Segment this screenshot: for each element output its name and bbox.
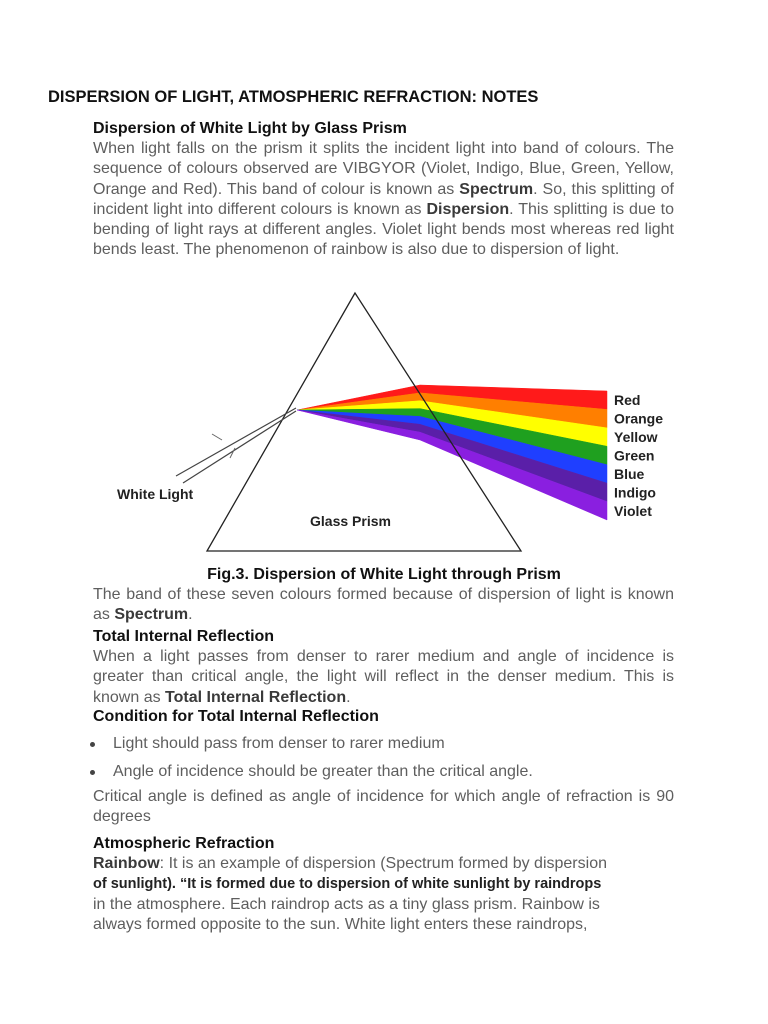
spectrum-label-violet: Violet xyxy=(614,502,652,519)
glass-prism-label: Glass Prism xyxy=(310,513,391,529)
text-run: : It is an example of dispersion (Spectrum formed by dispersion xyxy=(159,855,607,872)
white-light-label: White Light xyxy=(117,486,194,502)
text-run: When light falls on the prism it splits the incident light into band of colours. The sequence of colours observed are VIBGYOR (Violet, Indigo, Blue, Green, Yellow, Orange and Red). This band of colour is known as xyxy=(93,140,674,198)
section-atmospheric xyxy=(93,834,674,935)
list-item-text: Angle of incidence should be greater than the critical angle. xyxy=(113,763,533,780)
text-run: . xyxy=(346,688,351,706)
paragraph-spectrum xyxy=(93,585,674,626)
section-tir-condition xyxy=(93,707,674,727)
heading-tir: Total Internal Reflection xyxy=(93,628,275,645)
text-run: . xyxy=(188,606,193,624)
text-line: always formed opposite to the sun. White light enters these raindrops, xyxy=(93,915,588,933)
text-run: . This splitting is due to bending of light rays at different angles. Violet light bends most whereas red light bends least. The phenomenon of rainbow is also due to dispersion of light. xyxy=(93,200,675,259)
heading-atmospheric: Atmospheric Refraction xyxy=(93,835,275,852)
section-critical-angle xyxy=(93,787,674,828)
section-spectrum xyxy=(93,585,674,626)
text-run: When a light passes from denser to rarer medium and angle of incidence is greater than critical angle, the light will reflect in the denser medium. This is known as xyxy=(93,648,674,706)
term-spectrum: Spectrum xyxy=(114,606,189,624)
heading-tir-condition: Condition for Total Internal Reflection xyxy=(93,708,379,725)
bullet-icon xyxy=(90,770,95,775)
spectrum-label-orange: Orange xyxy=(614,410,664,427)
figure-caption: Fig.3. Dispersion of White Light through Prism xyxy=(207,566,561,583)
text-run: The band of these seven colours formed because of dispersion of light is known as xyxy=(93,586,674,624)
spectrum-label-yellow: Yellow xyxy=(614,429,658,446)
term-tir: Total Internal Reflection xyxy=(165,688,347,706)
list-item-text: Light should pass from denser to rarer medium xyxy=(113,735,445,752)
spectrum-label-indigo: Indigo xyxy=(614,484,656,501)
white-light-ray xyxy=(176,408,296,483)
spectrum-label-red: Red xyxy=(614,392,641,409)
prism-figure xyxy=(0,290,768,570)
heading-dispersion-prism: Dispersion of White Light by Glass Prism xyxy=(93,120,407,137)
paragraph-dispersion xyxy=(93,139,674,261)
paragraph-critical-angle: Critical angle is defined as angle of incidence for which angle of refraction is 90 degrees xyxy=(93,788,674,826)
list-item xyxy=(88,730,533,758)
text-run: . So, this splitting of incident light into different colours is known as xyxy=(93,180,675,218)
paragraph-rainbow xyxy=(93,854,674,935)
spectrum-label-blue: Blue xyxy=(614,465,645,482)
section-dispersion xyxy=(93,119,674,261)
text-line: in the atmosphere. Each raindrop acts as a tiny glass prism. Rainbow is xyxy=(93,895,600,913)
list-item xyxy=(88,758,533,786)
spectrum-label-green: Green xyxy=(614,447,655,464)
page-title: DISPERSION OF LIGHT, ATMOSPHERIC REFRACTION: NOTES xyxy=(48,88,539,106)
term-spectrum: Spectrum xyxy=(459,180,534,198)
condition-list xyxy=(88,730,533,786)
paragraph-tir xyxy=(93,647,674,708)
text-line xyxy=(93,854,674,874)
section-tir xyxy=(93,627,674,708)
bullet-icon xyxy=(90,742,95,747)
text-line: of sunlight). “It is formed due to dispersion of white sunlight by raindrops xyxy=(93,876,602,893)
term-rainbow: Rainbow xyxy=(93,855,160,872)
term-dispersion: Dispersion xyxy=(426,200,510,218)
